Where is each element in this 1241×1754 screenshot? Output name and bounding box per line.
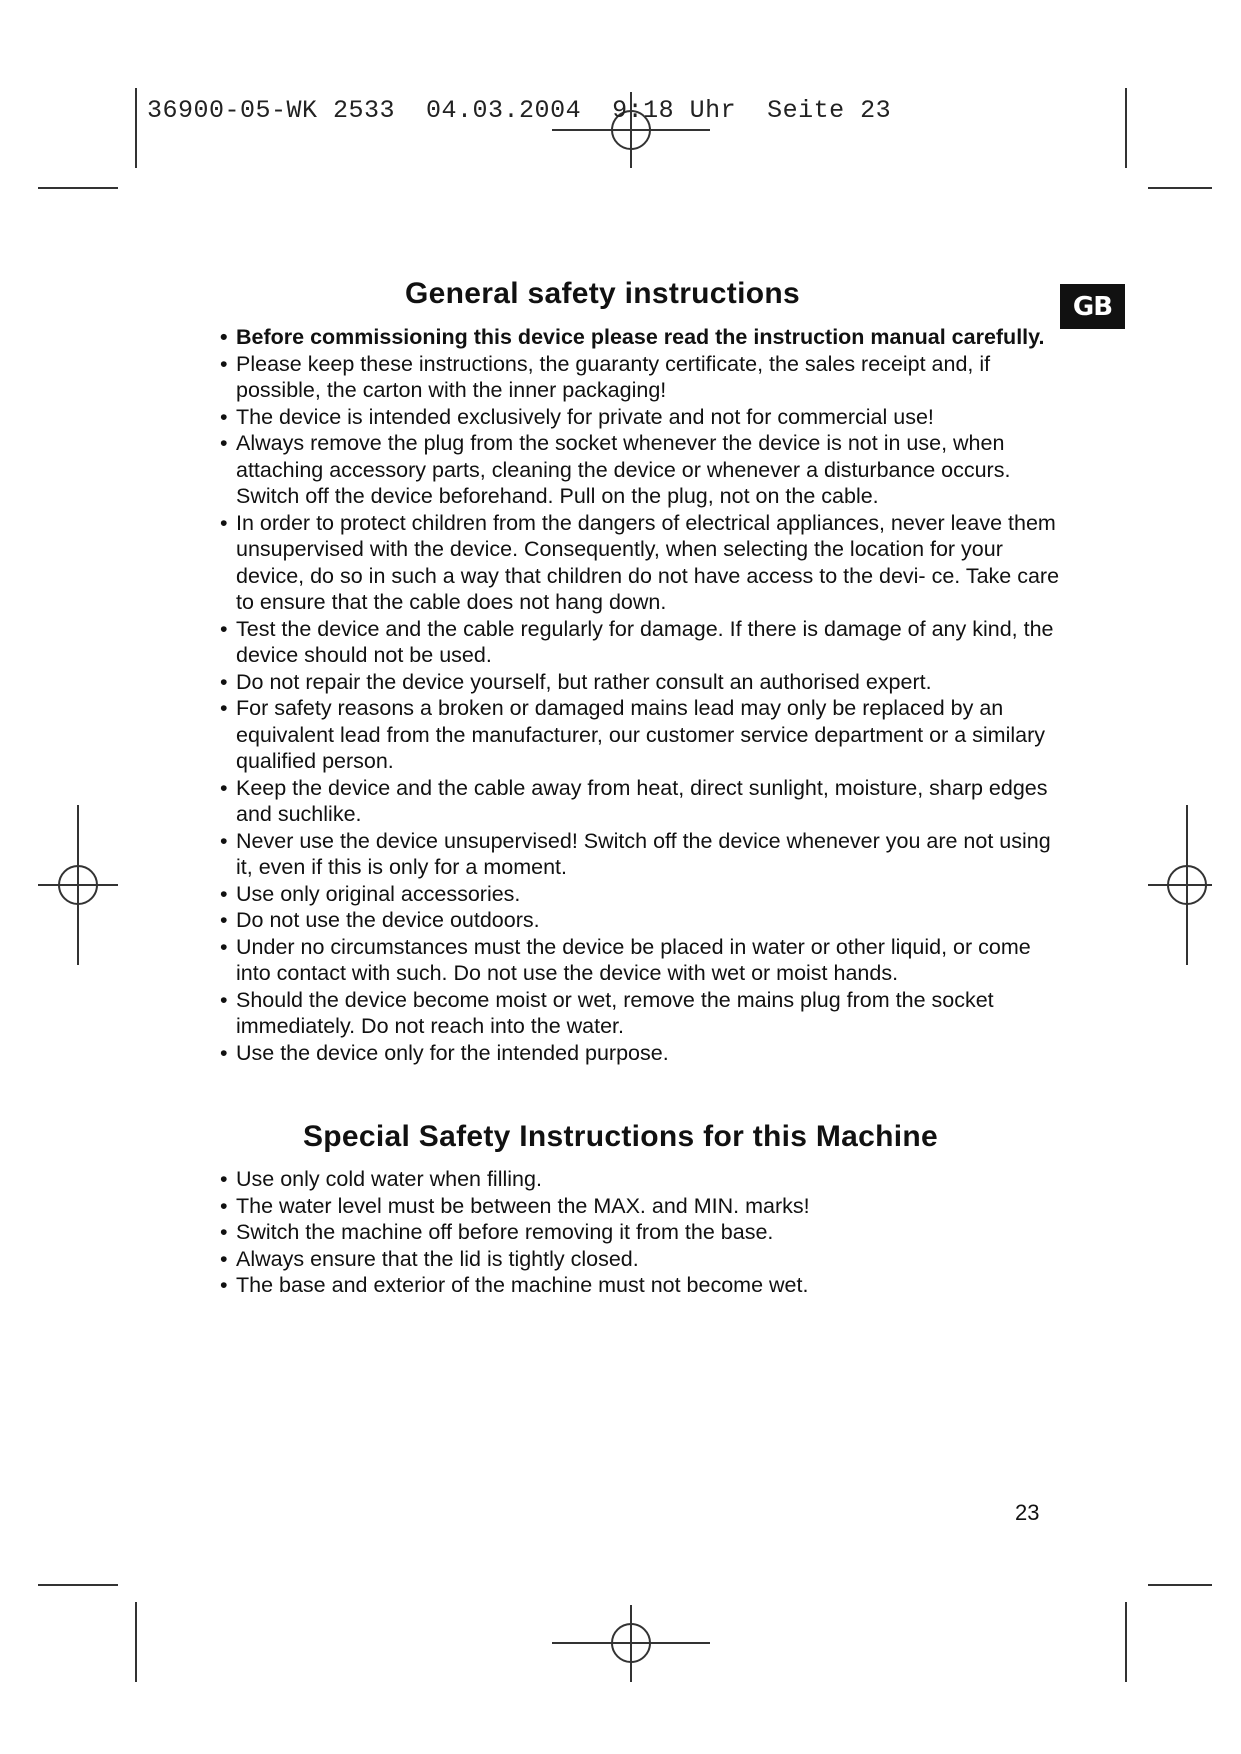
language-tab: GB: [1060, 284, 1125, 329]
list-item: • Test the device and the cable regularly for damage. If there is damage of any kind, the device should not be used.: [205, 616, 1065, 669]
list-item: • Use the device only for the intended purpose.: [205, 1040, 1065, 1067]
list-item: • Always remove the plug from the socket whenever the device is not in use, when attaching accessory parts, cleaning the device or whenever a disturbance occurs. Switch off the device beforehand. Pull on the plug, not on the cable.: [205, 430, 1065, 510]
list-item: • Please keep these instructions, the guaranty certificate, the sales receipt and, if possible, the carton with the inner packaging!: [205, 351, 1065, 404]
list-item: • Should the device become moist or wet, remove the mains plug from the socket immediately. Do not reach into the water.: [205, 987, 1065, 1040]
list-item: • Before commissioning this device please read the instruction manual carefully.: [205, 324, 1065, 351]
list-item: • The device is intended exclusively for private and not for commercial use!: [205, 404, 1065, 431]
list-item: • For safety reasons a broken or damaged mains lead may only be replaced by an equivalent lead from the manufacturer, our customer service department or a similary qualified person.: [205, 695, 1065, 775]
list-item: • The base and exterior of the machine must not become wet.: [205, 1272, 1065, 1299]
list-item: • Use only original accessories.: [205, 881, 1065, 908]
list-item: • In order to protect children from the dangers of electrical appliances, never leave them unsupervised with the device. Consequently, when selecting the location for your device, do so in such a way that children do not have access to the devi- ce. Take care to ensure that the cable does not hang down.: [205, 510, 1065, 616]
list-item: • Keep the device and the cable away from heat, direct sunlight, moisture, sharp edges and suchlike.: [205, 775, 1065, 828]
list-item: • The water level must be between the MAX. and MIN. marks!: [205, 1193, 1065, 1220]
general-safety-title: General safety instructions: [405, 277, 800, 310]
list-item: • Do not use the device outdoors.: [205, 907, 1065, 934]
list-item: • Never use the device unsupervised! Switch off the device whenever you are not using it, even if this is only for a moment.: [205, 828, 1065, 881]
list-item: • Switch the machine off before removing it from the base.: [205, 1219, 1065, 1246]
special-safety-title: Special Safety Instructions for this Machine: [302, 1120, 938, 1153]
general-safety-list: [205, 324, 1065, 1066]
special-safety-list: [205, 1166, 1065, 1299]
list-item: • Always ensure that the lid is tightly closed.: [205, 1246, 1065, 1273]
list-item: • Use only cold water when filling.: [205, 1166, 1065, 1193]
print-slug: 36900-05-WK 2533 04.03.2004 9:18 Uhr Seite 23: [147, 96, 892, 125]
list-item: • Under no circumstances must the device be placed in water or other liquid, or come into contact with such. Do not use the device with wet or moist hands.: [205, 934, 1065, 987]
page-number: 23: [1015, 1500, 1040, 1525]
list-item: • Do not repair the device yourself, but rather consult an authorised expert.: [205, 669, 1065, 696]
